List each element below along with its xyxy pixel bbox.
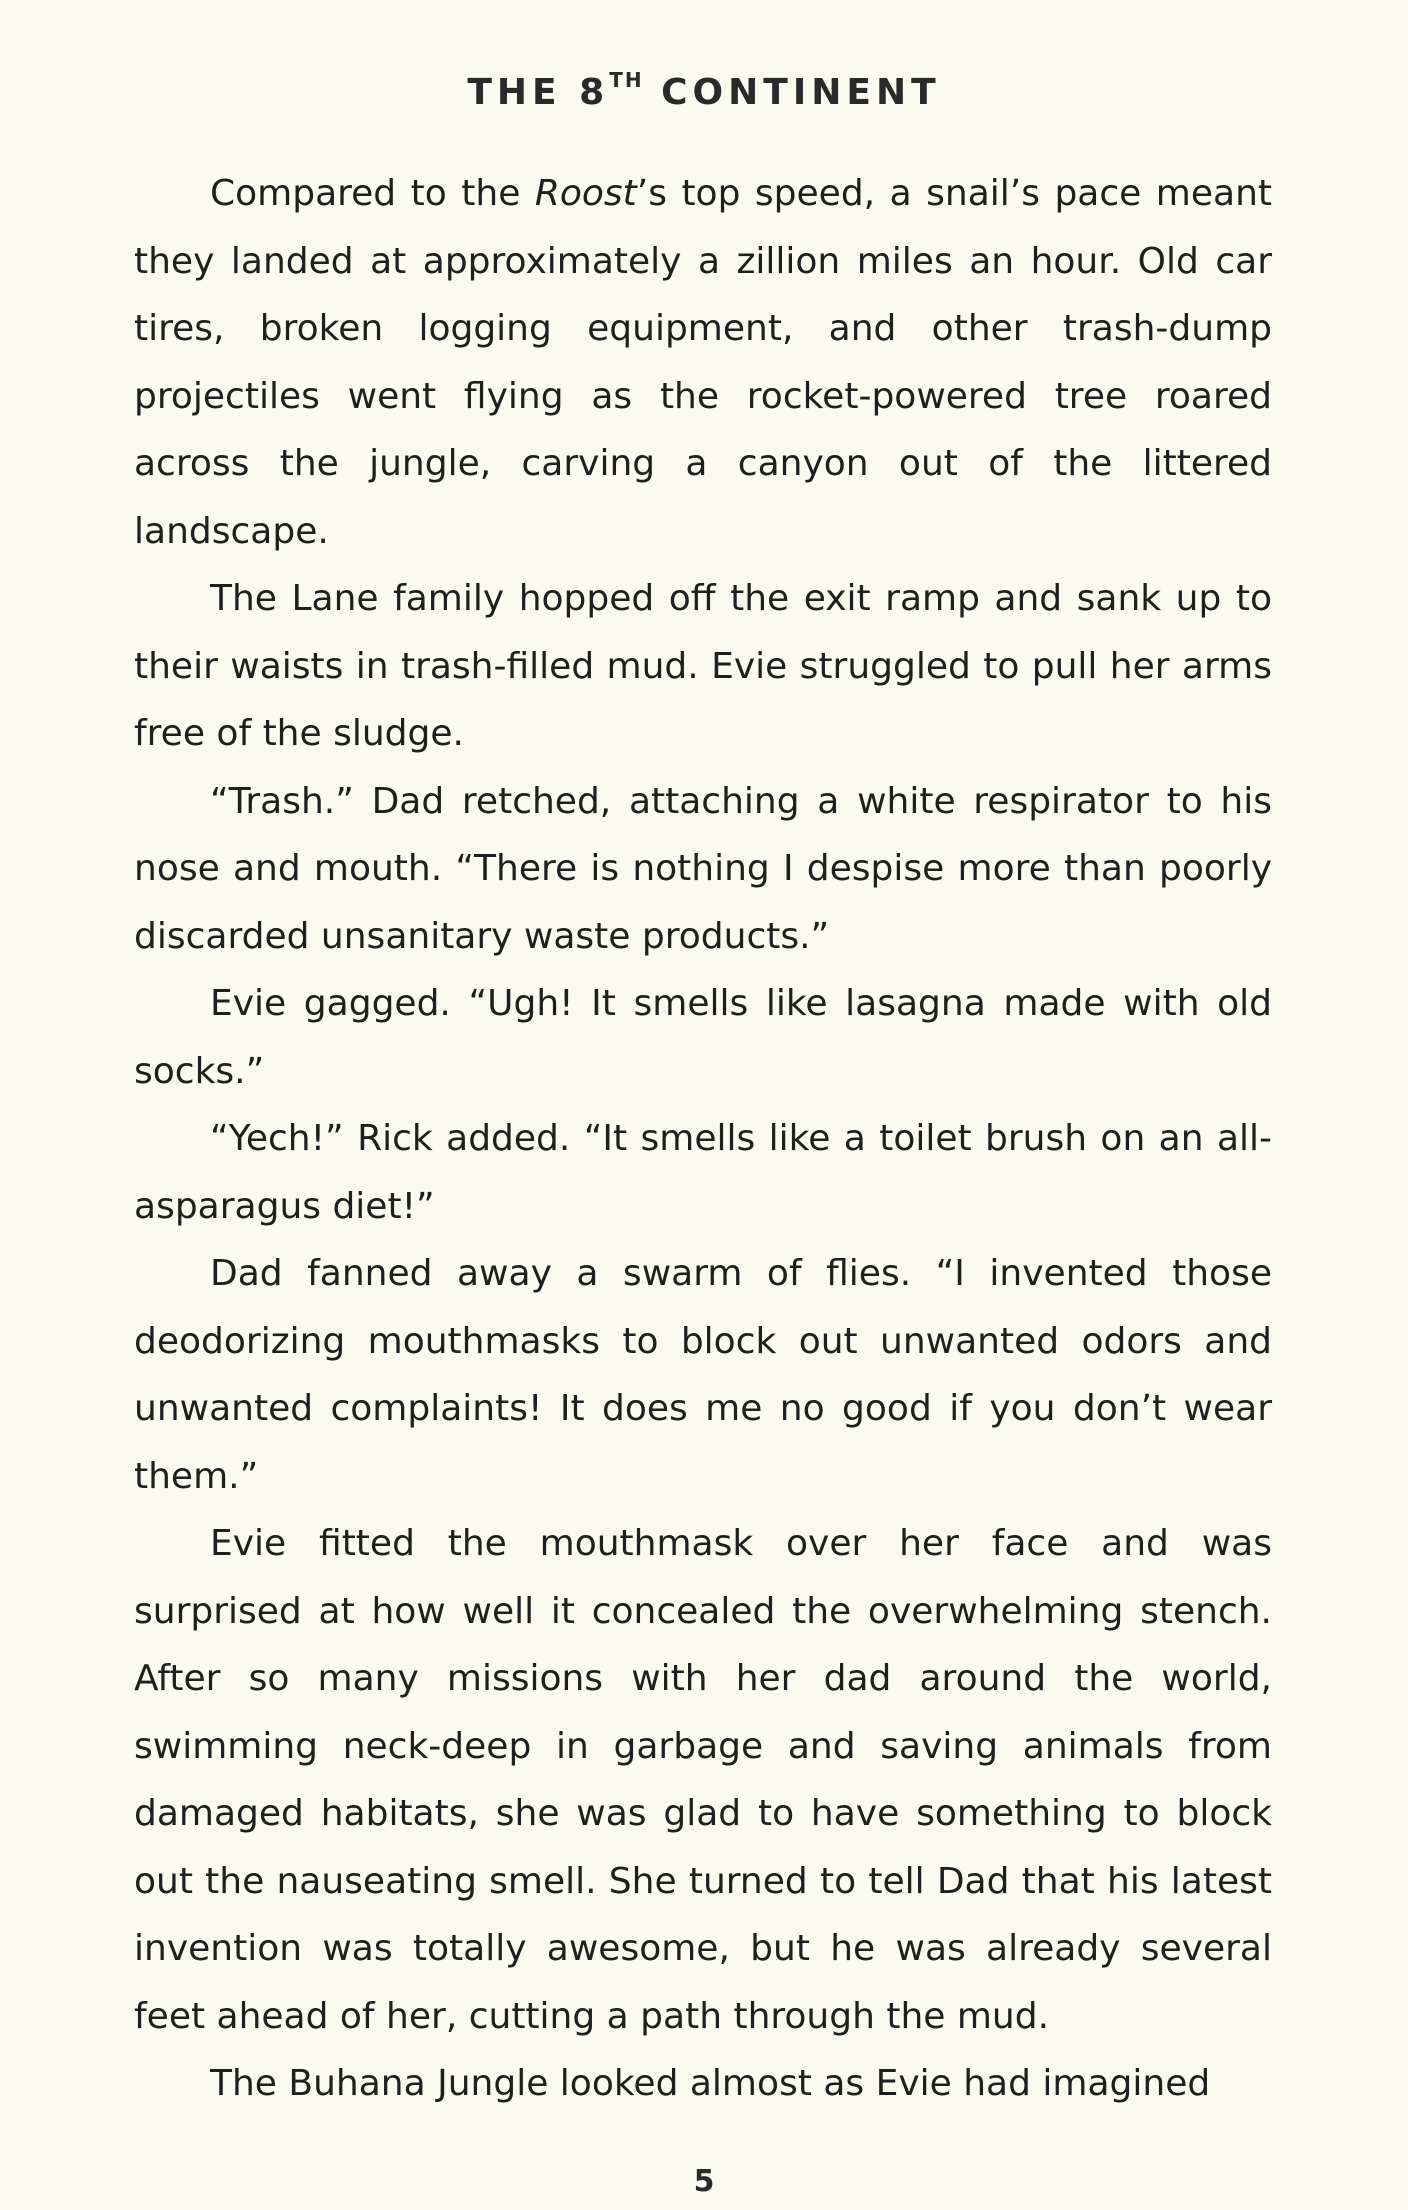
header-title-prefix: THE 8 xyxy=(467,72,610,113)
paragraph-1 xyxy=(134,160,1272,565)
body-text xyxy=(134,160,1272,2118)
running-header xyxy=(0,68,1408,113)
paragraph-3: “Trash.” Dad retched, attaching a white respirator to his nose and mouth. “There is nothing I despise more than poorly discarded unsanitary waste products.” xyxy=(134,780,1272,957)
paragraph-4: Evie gagged. “Ugh! It smells like lasagna made with old socks.” xyxy=(134,983,1272,1092)
header-title-suffix: CONTINENT xyxy=(643,72,941,113)
paragraph-1-before: Compared to the xyxy=(210,173,535,214)
page-number: 5 xyxy=(693,2164,715,2199)
paragraph-1-after: ’s top speed, a snail’s pace meant they landed at approximately a zillion miles an hour. Old car tires, broken logging equipment, and other trash-dump projectiles went flying as the rocket-powered tree roared across the jungle, carving a canyon out of the littered landscape. xyxy=(134,173,1273,552)
paragraph-8: The Buhana Jungle looked almost as Evie had imagined xyxy=(210,2063,1211,2104)
paragraph-6: Dad fanned away a swarm of flies. “I invented those deodorizing mouthmasks to block out unwanted odors and unwanted complaints! It does me no good if you don’t wear them.” xyxy=(134,1253,1272,1497)
paragraph-5: “Yech!” Rick added. “It smells like a toilet brush on an all-asparagus diet!” xyxy=(134,1118,1272,1227)
paragraph-2: The Lane family hopped off the exit ramp and sank up to their waists in trash-filled mud. Evie struggled to pull her arms free of the sludge. xyxy=(134,578,1272,754)
paragraph-7: Evie fitted the mouthmask over her face and was surprised at how well it concealed the overwhelming stench. After so many missions with her dad around the world, swimming neck-deep in garbage and saving animals from damaged habitats, she was glad to have something to block out the nauseating smell. She turned to tell Dad that his latest invention was totally awesome, but he was already several feet ahead of her, cutting a path through the mud. xyxy=(134,1523,1272,2037)
paragraph-1-italic-roost: Roost xyxy=(534,173,637,214)
header-title-superscript: TH xyxy=(609,68,644,92)
